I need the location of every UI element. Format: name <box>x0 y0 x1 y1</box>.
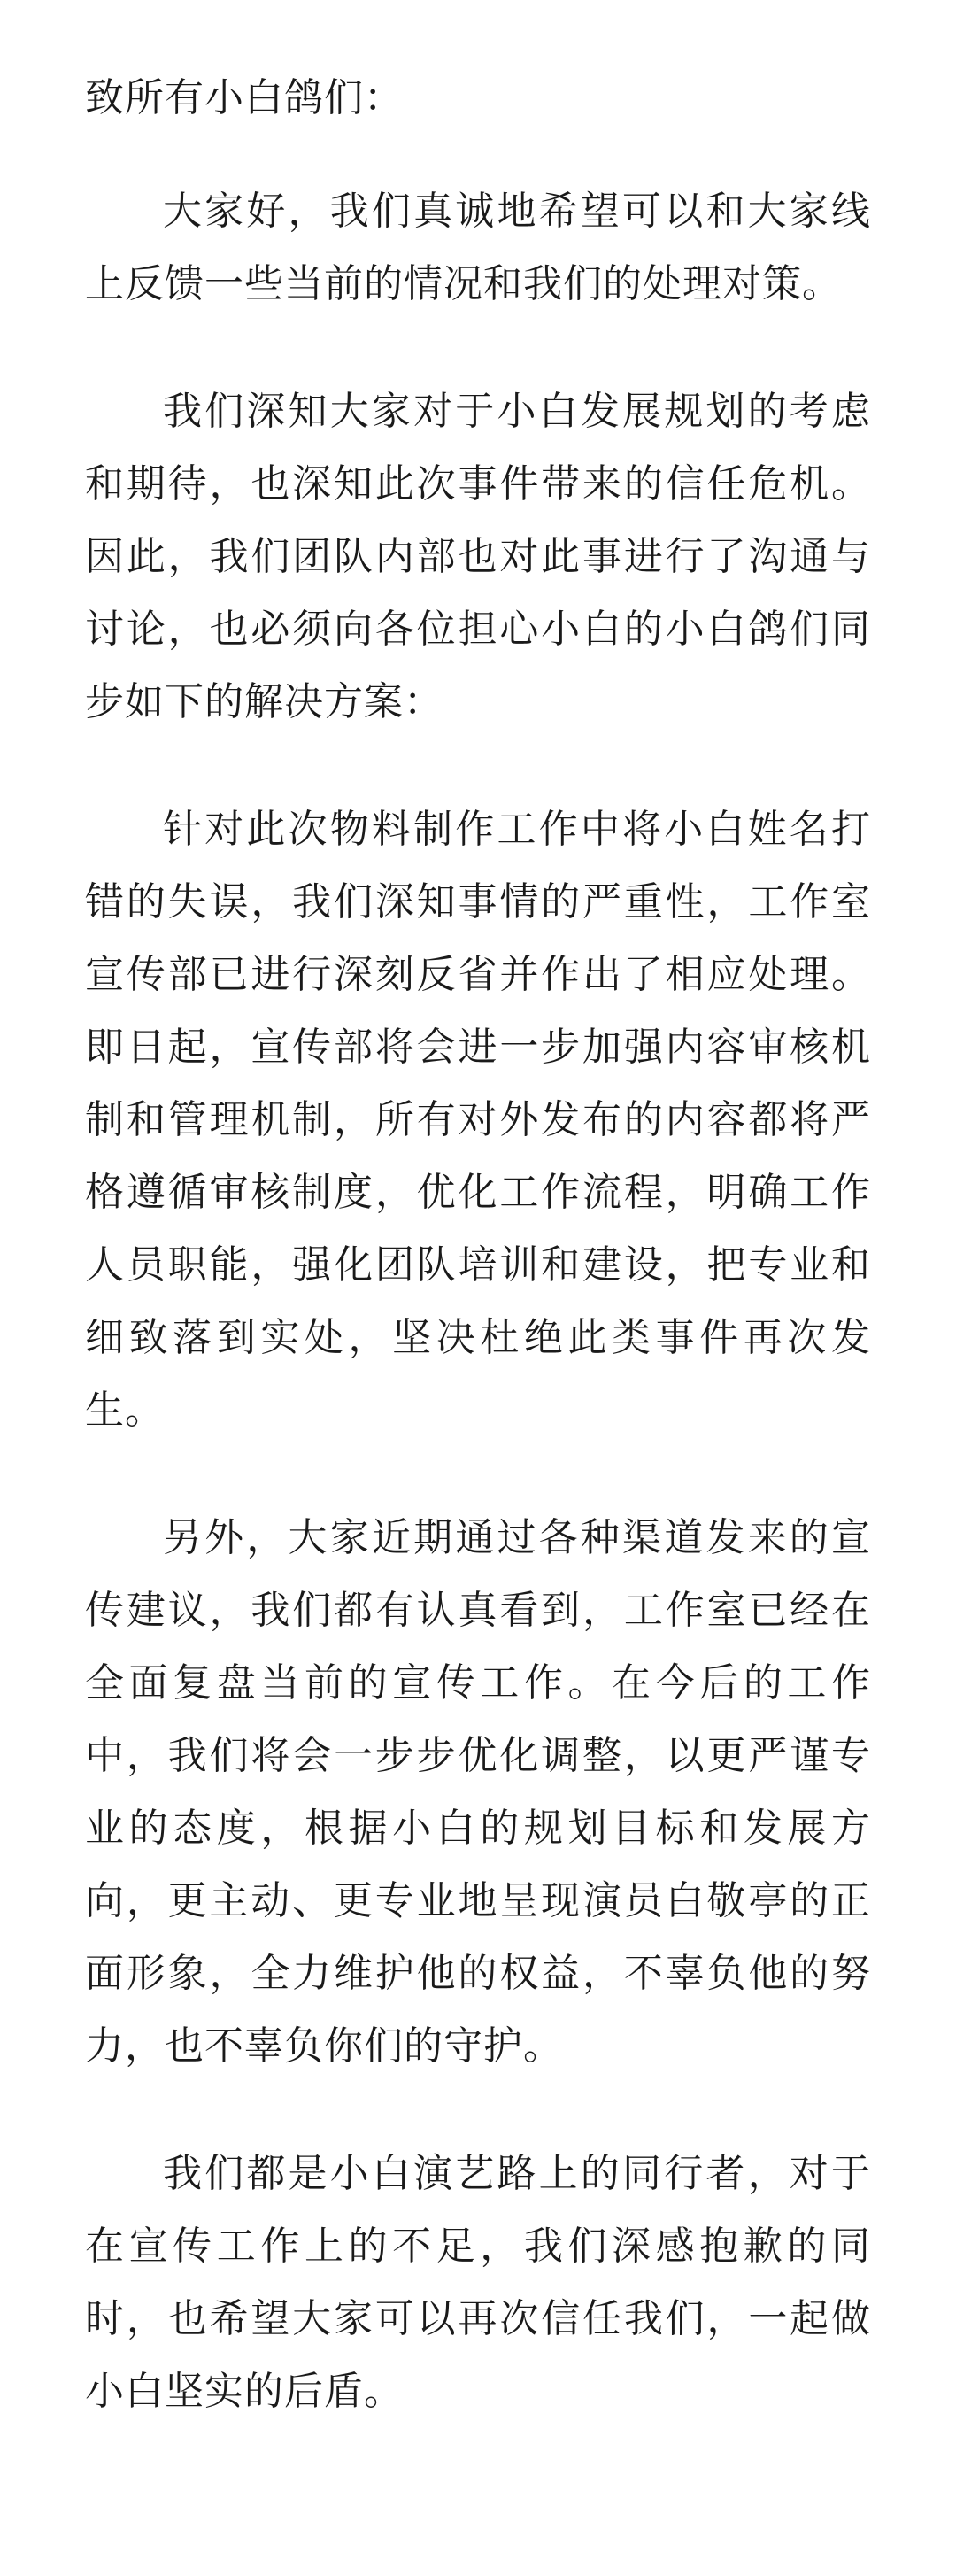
paragraph-error-response: 针对此次物料制作工作中将小白姓名打错的失误，我们深知事情的严重性，工作室宣传部已进行深刻反省并作出了相应处理。即日起，宣传部将会进一步加强内容审核机制和管理机制，所有对外发布的内容都将严格遵循审核制度，优化工作流程，明确工作人员职能，强化团队培训和建设，把专业和细致落到实处，坚决杜绝此类事件再次发生。 <box>85 807 871 1433</box>
paragraph-promotion-review: 另外，大家近期通过各种渠道发来的宣传建议，我们都有认真看到，工作室已经在全面复盘当前的宣传工作。在今后的工作中，我们将会一步步优化调整，以更严谨专业的态度，根据小白的规划目标和发展方向，更主动、更专业地呈现演员白敬亭的正面形象，全力维护他的权益，不辜负他的努力，也不辜负你们的守护。 <box>85 1515 871 2069</box>
paragraph-greeting: 大家好，我们真诚地希望可以和大家线上反馈一些当前的情况和我们的处理对策。 <box>85 189 871 306</box>
paragraph-trust-crisis: 我们深知大家对于小白发展规划的考虑和期待，也深知此次事件带来的信任危机。因此，我们团队内部也对此事进行了沟通与讨论，也必须向各位担心小白的小白鸽们同步如下的解决方案： <box>85 389 871 724</box>
paragraph-closing: 我们都是小白演艺路上的同行者，对于在宣传工作上的不足，我们深感抱歉的同时，也希望大家可以再次信任我们，一起做小白坚实的后盾。 <box>85 2151 871 2414</box>
letter-salutation: 致所有小白鸽们： <box>85 75 404 120</box>
